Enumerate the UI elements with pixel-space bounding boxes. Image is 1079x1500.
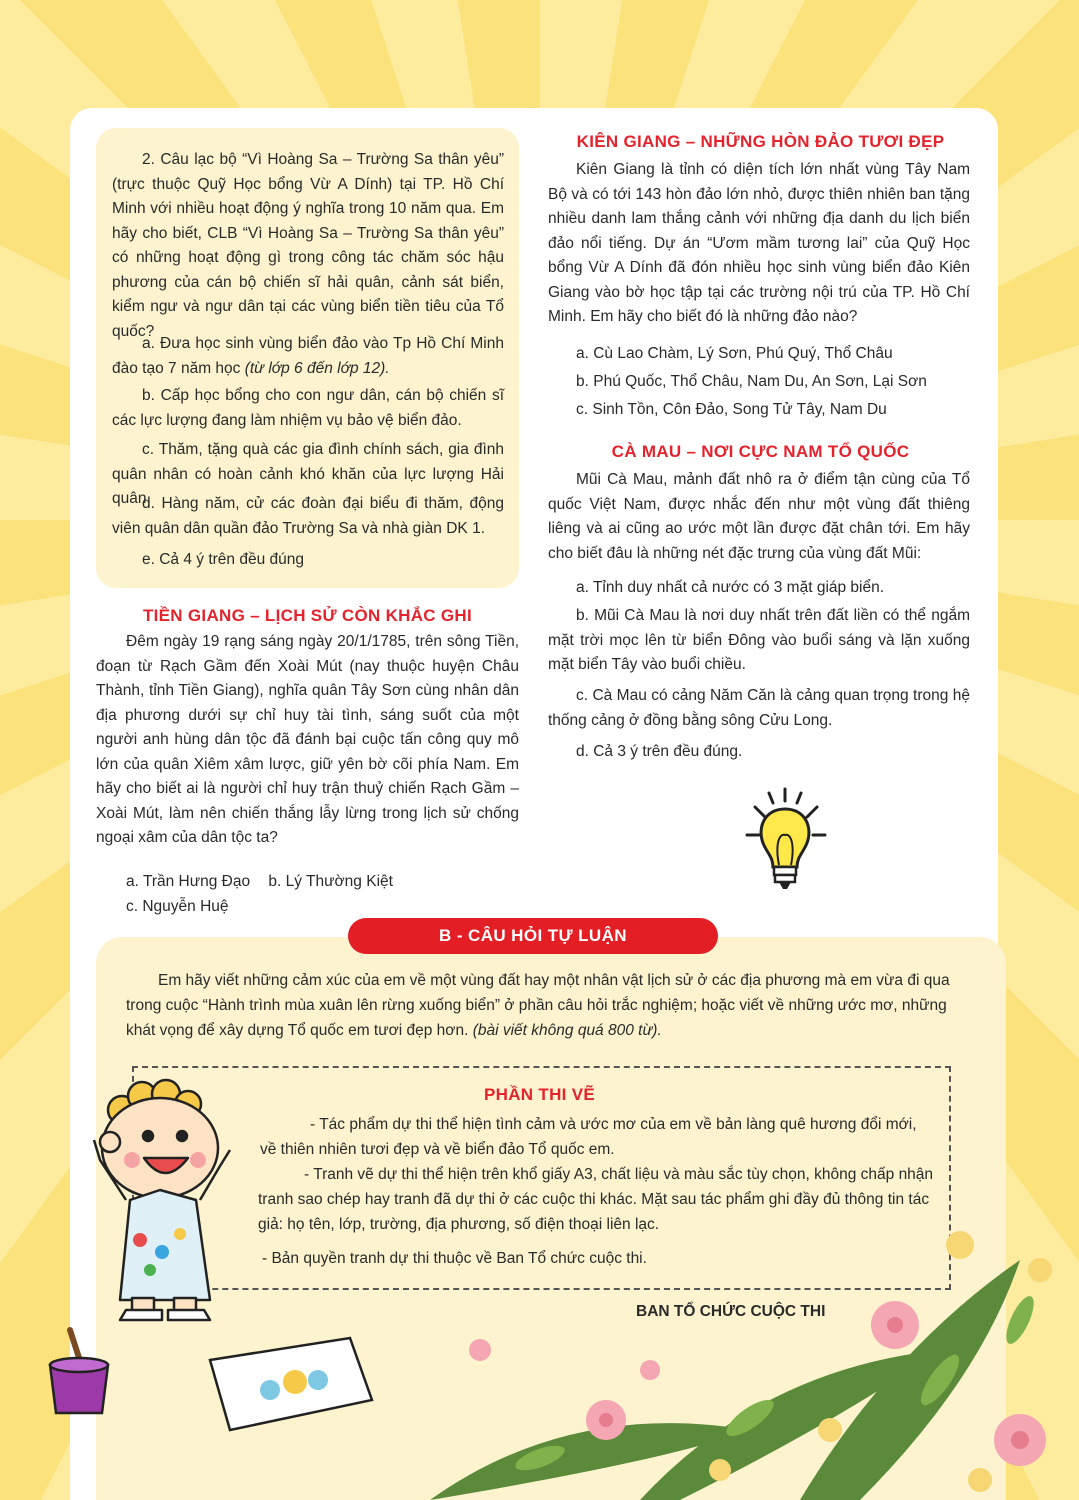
flowers-decoration xyxy=(420,1230,1079,1500)
drawing-rule-2: - Tranh vẽ dự thi thể hiện trên khổ giấy A3, chất liệu và màu sắc tùy chọn, không chấp nhận tranh sao chép hay tranh đã dự thi ở các cuộc thi khác. Mặt sau tác phẩm ghi đầy đủ thông tin tác giả: họ tên, lớp, trường, địa phương, số điện thoại liên lạc. xyxy=(258,1166,934,1233)
q2-option-d: d. Hàng năm, cử các đoàn đại biểu đi thăm, động viên quân dân quần đảo Trường Sa và nhà giàn DK 1. xyxy=(112,495,504,537)
section-b-note: (bài viết không quá 800 từ). xyxy=(472,1022,662,1039)
drawing-rule-3: - Bản quyền tranh dự thi thuộc về Ban Tổ chức cuộc thi. xyxy=(262,1250,647,1267)
kien-giang-option-a: a. Cù Lao Chàm, Lý Sơn, Phú Quý, Thổ Châu xyxy=(576,345,893,362)
drawing-heading: PHẦN THI VẼ xyxy=(484,1085,595,1104)
ca-mau-question: Mũi Cà Mau, mảnh đất nhô ra ở điểm tận cùng của Tổ quốc Việt Nam, được nhắc đến như một vùng đất thiêng liêng và ai cũng ao ước một lần được đặt chân tới. Em hãy cho biết đâu là những nét đặc trưng của vùng đất Mũi: xyxy=(548,471,970,562)
ca-mau-option-a: a. Tỉnh duy nhất cả nước có 3 mặt giáp biển. xyxy=(576,579,885,596)
paint-bucket-icon xyxy=(40,1325,120,1420)
section-b-title: B - CÂU HỎI TỰ LUẬN xyxy=(348,918,718,954)
ca-mau-option-d: d. Cả 3 ý trên đều đúng. xyxy=(576,743,743,760)
drawing-paper-icon xyxy=(200,1330,380,1440)
drawing-rule-1: - Tác phẩm dự thi thể hiện tình cảm và ước mơ của em về bản làng quê hương đổi mới, về thiên nhiên tươi đẹp và về biển đảo Tổ quốc em. xyxy=(260,1116,917,1158)
kien-giang-question: Kiên Giang là tỉnh có diện tích lớn nhất vùng Tây Nam Bộ và có tới 143 hòn đảo lớn nhỏ, được thiên nhiên ban tặng nhiều danh lam thắng cảnh với những địa danh du lịch biển đảo nổi tiếng. Dự án “Ươm mầm tương lai” của Quỹ Học bổng Vừ A Dính đã đón nhiều học sinh vùng biển đảo Kiên Giang vào bờ học tập tại các trường nội trú của TP. Hồ Chí Minh. Em hãy cho biết đó là những đảo nào? xyxy=(548,161,970,325)
section-b-prompt xyxy=(126,968,956,1043)
section-b-text: Em hãy viết những cảm xúc của em về một vùng đất hay một nhân vật lịch sử ở các địa phương mà em vừa đi qua trong cuộc “Hành trình mùa xuân lên rừng xuống biển” ở phần câu hỏi trắc nghiệm; hoặc viết về những ước mơ, những khát vọng để xây dựng Tổ quốc em tươi đẹp hơn. xyxy=(126,972,950,1039)
q2-question: 2. Câu lạc bộ “Vì Hoàng Sa – Trường Sa thân yêu” (trực thuộc Quỹ Học bổng Vừ A Dính) tại TP. Hồ Chí Minh với nhiều hoạt động ý nghĩa trong 10 năm qua. Em hãy cho biết, CLB “Vì Hoàng Sa – Trường Sa thân yêu” có những hoạt động gì trong công tác chăm sóc hậu phương của cán bộ chiến sĩ hải quân, cảnh sát biển, kiểm ngư và ngư dân tại các vùng biển tiền tiêu của Tổ quốc? xyxy=(112,151,504,340)
light-bulb-icon xyxy=(735,785,835,895)
organizer-signature: BAN TỔ CHỨC CUỘC THI xyxy=(636,1303,826,1320)
tien-giang-option-a: a. Trần Hưng Đạo xyxy=(126,873,251,890)
child-illustration xyxy=(70,1070,255,1330)
kien-giang-option-b: b. Phú Quốc, Thổ Châu, Nam Du, An Sơn, Lại Sơn xyxy=(576,373,927,390)
q2-option-b: b. Cấp học bổng cho con ngư dân, cán bộ chiến sĩ các lực lượng đang làm nhiệm vụ bảo vệ biển đảo. xyxy=(112,387,504,429)
ca-mau-option-b: b. Mũi Cà Mau là nơi duy nhất trên đất liền có thể ngắm mặt trời mọc lên từ biển Đông vào buổi sáng và lặn xuống mặt biển Tây vào buổi chiều. xyxy=(548,607,970,673)
q2-option-e: e. Cả 4 ý trên đều đúng xyxy=(142,551,305,568)
q2-option-a xyxy=(112,332,504,381)
q2-option-a-note: (từ lớp 6 đến lớp 12). xyxy=(244,359,390,377)
q2-option-a-text: a. Đưa học sinh vùng biển đảo vào Tp Hồ Chí Minh đào tạo 7 năm học xyxy=(112,335,504,377)
ca-mau-heading: CÀ MAU – NƠI CỰC NAM TỔ QUỐC xyxy=(611,442,910,461)
tien-giang-options xyxy=(126,870,526,919)
q2-option-c: c. Thăm, tặng quà các gia đình chính sách, gia đình quân nhân có hoàn cảnh khó khăn của lực lượng Hải quân. xyxy=(112,441,504,507)
tien-giang-question: Đêm ngày 19 rạng sáng ngày 20/1/1785, trên sông Tiền, đoạn từ Rạch Gầm đến Xoài Mút (nay thuộc huyện Châu Thành, tỉnh Tiền Giang), nghĩa quân Tây Sơn cùng nhân dân địa phương dưới sự chỉ huy tài tình, sáng suốt của một người anh hùng dân tộc đã đánh bại cuộc tấn công quy mô lớn của quân Xiêm xâm lược, giữ yên bờ cõi phía Nam. Em hãy cho biết ai là người chỉ huy trận thuỷ chiến Rạch Gầm – Xoài Mút, làm nên chiến thắng lẫy lừng trong lịch sử chống ngoại xâm của dân tộc ta? xyxy=(96,633,519,846)
kien-giang-heading: KIÊN GIANG – NHỮNG HÒN ĐẢO TƯƠI ĐẸP xyxy=(576,132,945,151)
kien-giang-option-c: c. Sinh Tồn, Côn Đảo, Song Tử Tây, Nam Du xyxy=(576,401,887,418)
tien-giang-option-b: b. Lý Thường Kiệt xyxy=(268,873,393,890)
ca-mau-option-c: c. Cà Mau có cảng Năm Căn là cảng quan trọng trong hệ thống cảng ở đồng bằng sông Cửu Long. xyxy=(548,687,970,729)
tien-giang-heading: TIỀN GIANG – LỊCH SỬ CÒN KHẮC GHI xyxy=(142,606,473,625)
tien-giang-option-c: c. Nguyễn Huệ xyxy=(126,897,229,915)
